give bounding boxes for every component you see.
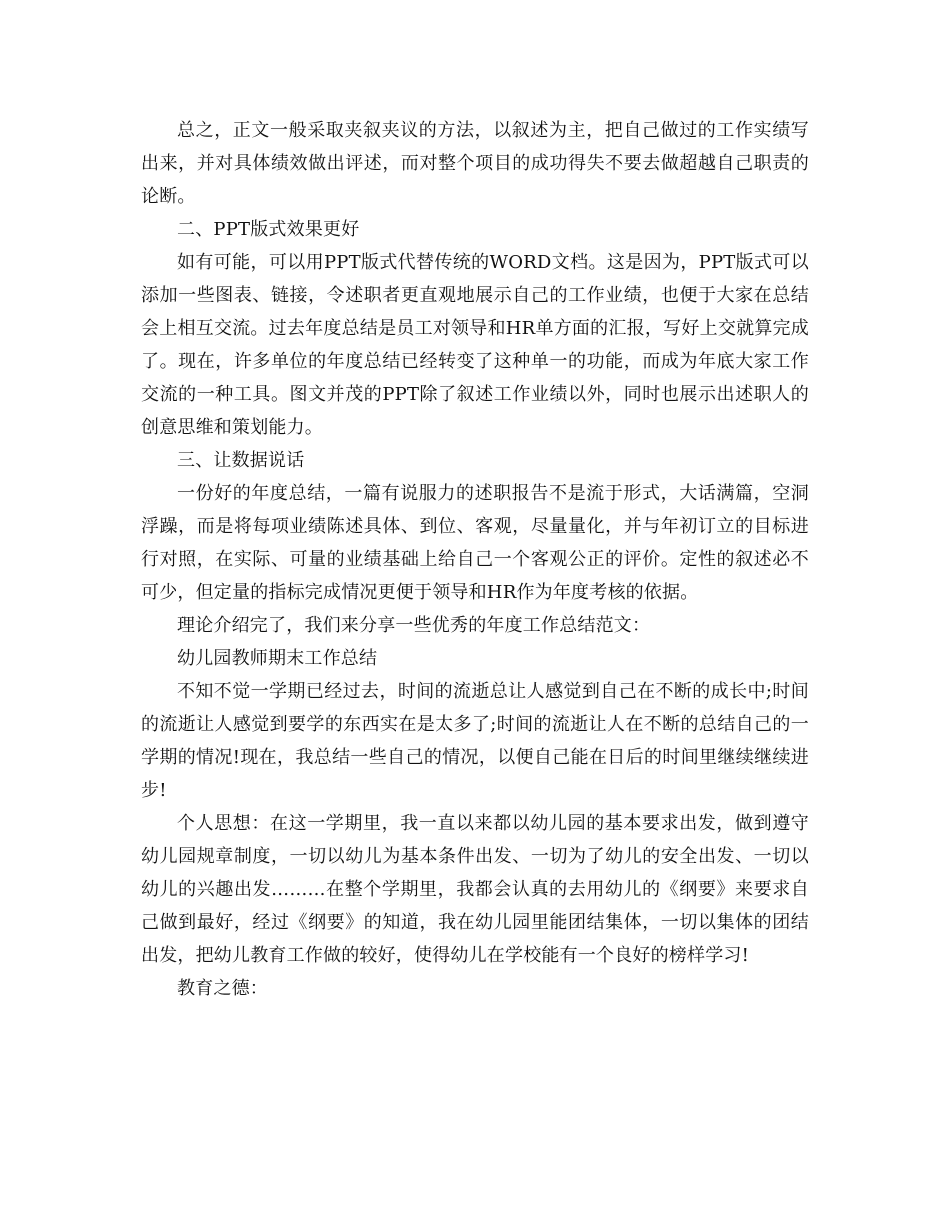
heading-education-virtue: 教育之德： [177, 978, 268, 999]
heading-data-speaks: 三、让数据说话 [177, 450, 305, 471]
paragraph-data-speaks: 一份好的年度总结，一篇有说服力的述职报告不是流于形式，大话满篇，空洞浮躁，而是将每项业绩陈述具体、到位、客观，尽量量化，并与年初订立的目标进行对照，在实际、可量的业绩基础上给自己一个客观公正的评价。定性的叙述必不可少，但定量的指标完成情况更便于领导和HR作为年度考核的依据。 [141, 483, 809, 603]
paragraph-personal-thought: 个人思想：在这一学期里，我一直以来都以幼儿园的基本要求出发，做到遵守幼儿园规章制度，一切以幼儿为基本条件出发、一切为了幼儿的安全出发、一切以幼儿的兴趣出发………在整个学期里，我都会认真的去用幼儿的《纲要》来要求自己做到最好，经过《纲要》的知道，我在幼儿园里能团结集体，一切以集体的团结出发，把幼儿教育工作做的较好，使得幼儿在学校能有一个良好的榜样学习! [141, 813, 809, 966]
paragraph-intro-examples: 理论介绍完了，我们来分享一些优秀的年度工作总结范文： [177, 615, 651, 636]
document-body [141, 114, 809, 1005]
paragraph-ppt-format: 如有可能，可以用PPT版式代替传统的WORD文档。这是因为，PPT版式可以添加一些图表、链接，令述职者更直观地展示自己的工作业绩，也便于大家在总结会上相互交流。过去年度总结是员工对领导和HR单方面的汇报，写好上交就算完成了。现在，许多单位的年度总结已经转变了这种单一的功能，而成为年底大家工作交流的一种工具。图文并茂的PPT除了叙述工作业绩以外，同时也展示出述职人的创意思维和策划能力。 [141, 252, 809, 438]
heading-ppt-format: 二、PPT版式效果更好 [177, 219, 360, 240]
paragraph-semester-passed: 不知不觉一学期已经过去，时间的流逝总让人感觉到自己在不断的成长中;时间的流逝让人感觉到要学的东西实在是太多了;时间的流逝让人在不断的总结自己的一学期的情况!现在，我总结一些自己的情况，以便自己能在日后的时间里继续继续进步! [141, 681, 809, 801]
heading-kindergarten-summary: 幼儿园教师期末工作总结 [177, 648, 378, 669]
paragraph-summary-method: 总之，正文一般采取夹叙夹议的方法，以叙述为主，把自己做过的工作实绩写出来，并对具体绩效做出评述，而对整个项目的成功得失不要去做超越自己职责的论断。 [141, 120, 809, 207]
